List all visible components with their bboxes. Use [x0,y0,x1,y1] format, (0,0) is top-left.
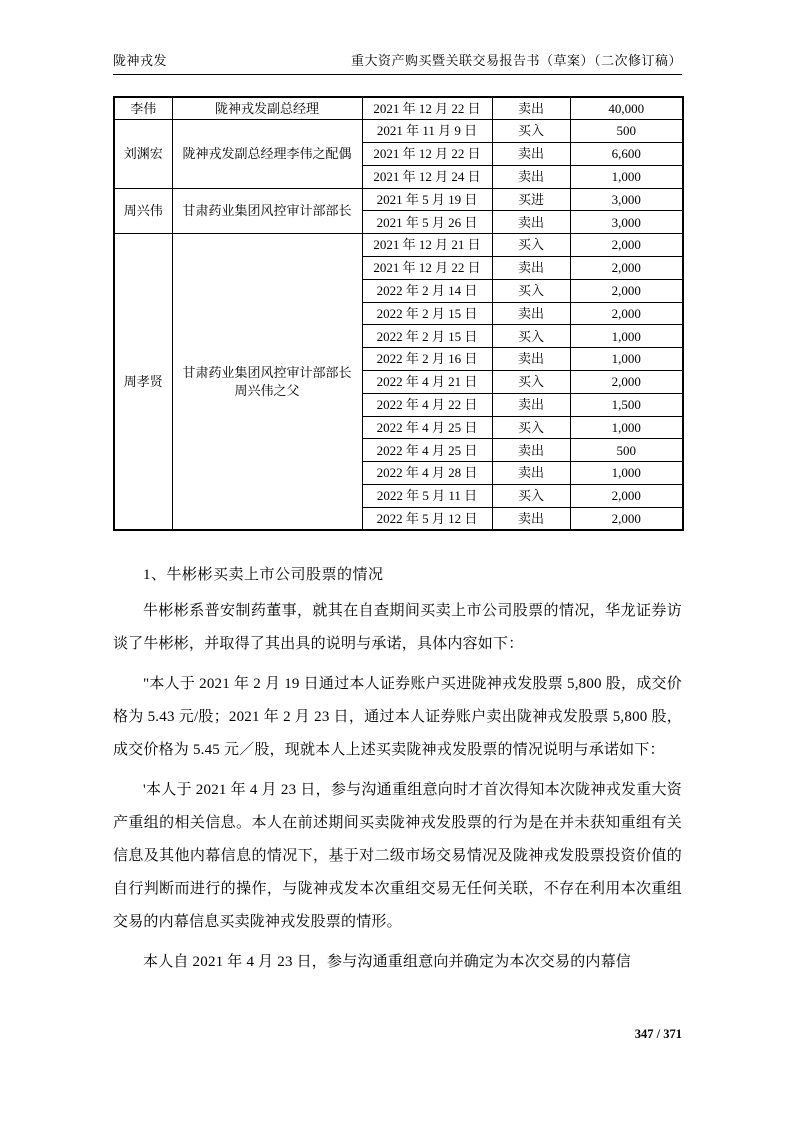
page-header [113,50,682,75]
trade-date-cell: 2021 年 5 月 19 日 [362,188,492,211]
header-company-name: 陇神戎发 [113,53,168,68]
trade-amount-cell: 1,000 [570,165,683,188]
trade-date-cell: 2021 年 12 月 22 日 [362,97,492,120]
trade-amount-cell: 6,600 [570,143,683,166]
trade-action-cell: 卖出 [492,348,570,371]
trade-amount-cell: 1,000 [570,462,683,485]
trade-action-cell: 卖出 [492,257,570,280]
trade-date-cell: 2021 年 12 月 22 日 [362,143,492,166]
table-row [114,234,683,257]
trade-amount-cell: 3,000 [570,211,683,234]
trade-amount-cell: 1,000 [570,348,683,371]
trade-amount-cell: 2,000 [570,507,683,530]
trade-date-cell: 2021 年 11 月 9 日 [362,120,492,143]
trade-action-cell: 卖出 [492,462,570,485]
paragraph-statement-1: "本人于 2021 年 2 月 19 日通过本人证券账户买进陇神戎发股票 5,800 股，成交价格为 5.43 元/股；2021 年 2 月 23 日，通过本人证券账户卖出陇神戎发股票 5,800 股，成交价格为 5.45 元／股，现就本人上述买卖陇神戎发股票的情况说明与承诺如下： [113,676,682,758]
person-title-cell: 甘肃药业集团风控审计部部长 [172,188,362,234]
trade-date-cell: 2022 年 5 月 12 日 [362,507,492,530]
trade-amount-cell: 2,000 [570,234,683,257]
trade-date-cell: 2022 年 2 月 15 日 [362,302,492,325]
trade-date-cell: 2022 年 4 月 28 日 [362,462,492,485]
trade-amount-cell: 500 [570,439,683,462]
trade-action-cell: 买入 [492,234,570,257]
trade-action-cell: 买入 [492,485,570,508]
table-row [114,97,683,120]
trade-date-cell: 2021 年 5 月 26 日 [362,211,492,234]
trade-action-cell: 买进 [492,188,570,211]
trade-action-cell: 卖出 [492,302,570,325]
trade-action-cell: 买入 [492,120,570,143]
paragraph-intro: 牛彬彬系普安制药董事，就其在自查期间买卖上市公司股票的情况，华龙证券访谈了牛彬彬，并取得了其出具的说明与承诺，具体内容如下： [113,603,682,652]
trade-date-cell: 2022 年 4 月 25 日 [362,416,492,439]
trade-amount-cell: 2,000 [570,371,683,394]
person-name-cell: 周孝贤 [114,234,172,530]
table-row [114,120,683,143]
trade-date-cell: 2022 年 2 月 15 日 [362,325,492,348]
table-row [114,188,683,211]
trade-action-cell: 卖出 [492,439,570,462]
trade-amount-cell: 2,000 [570,302,683,325]
title-line-1: 甘肃药业集团风控审计部部长 [182,365,352,381]
person-name-cell: 刘渊宏 [114,120,172,188]
person-title-cell: 陇神戎发副总经理李伟之配偶 [172,120,362,188]
trade-action-cell: 买入 [492,325,570,348]
trade-date-cell: 2022 年 4 月 21 日 [362,371,492,394]
trade-action-cell: 买入 [492,279,570,302]
header-report-title: 重大资产购买暨关联交易报告书（草案）（二次修订稿） [350,53,682,68]
person-name-cell: 周兴伟 [114,188,172,234]
trade-amount-cell: 1,500 [570,393,683,416]
trade-action-cell: 卖出 [492,97,570,120]
trade-amount-cell: 40,000 [570,97,683,120]
trade-action-cell: 卖出 [492,165,570,188]
trade-date-cell: 2021 年 12 月 22 日 [362,257,492,280]
trade-action-cell: 买入 [492,371,570,394]
trade-amount-cell: 3,000 [570,188,683,211]
trade-amount-cell: 1,000 [570,416,683,439]
trade-action-cell: 卖出 [492,211,570,234]
body-content [113,556,682,979]
trade-amount-cell: 2,000 [570,485,683,508]
paragraph-statement-2: '本人于 2021 年 4 月 23 日，参与沟通重组意向时才首次得知本次陇神戎发重大资产重组的相关信息。本人在前述期间买卖陇神戎发股票的行为是在并未获知重组有关信息及其他内幕信息的情况下，基于对二级市场交易情况及陇神戎发股票投资价值的自行判断而进行的操作，与陇神戎发本次重组交易无任何关联，不存在利用本次重组交易的内幕信息买卖陇神戎发股票的情形。 [113,782,682,930]
trade-action-cell: 卖出 [492,393,570,416]
trade-date-cell: 2021 年 12 月 24 日 [362,165,492,188]
trade-date-cell: 2021 年 12 月 21 日 [362,234,492,257]
page-number: 347 / 371 [634,1027,682,1041]
trade-date-cell: 2022 年 4 月 25 日 [362,439,492,462]
trade-amount-cell: 500 [570,120,683,143]
person-title-cell: 陇神戎发副总经理 [172,97,362,120]
person-name-cell: 李伟 [114,97,172,120]
trade-amount-cell: 2,000 [570,257,683,280]
trade-date-cell: 2022 年 2 月 14 日 [362,279,492,302]
trade-action-cell: 卖出 [492,507,570,530]
paragraph-statement-3: 本人自 2021 年 4 月 23 日，参与沟通重组意向并确定为本次交易的内幕信 [143,954,632,970]
trade-amount-cell: 2,000 [570,279,683,302]
trade-action-cell: 买入 [492,416,570,439]
section-heading: 1、牛彬彬买卖上市公司股票的情况 [143,567,384,583]
trade-date-cell: 2022 年 4 月 22 日 [362,393,492,416]
title-line-2: 周兴伟之父 [234,382,300,398]
person-title-cell [172,234,362,530]
trade-action-cell: 卖出 [492,143,570,166]
trade-date-cell: 2022 年 5 月 11 日 [362,485,492,508]
trade-amount-cell: 1,000 [570,325,683,348]
insider-trades-table [113,96,684,531]
trade-date-cell: 2022 年 2 月 16 日 [362,348,492,371]
